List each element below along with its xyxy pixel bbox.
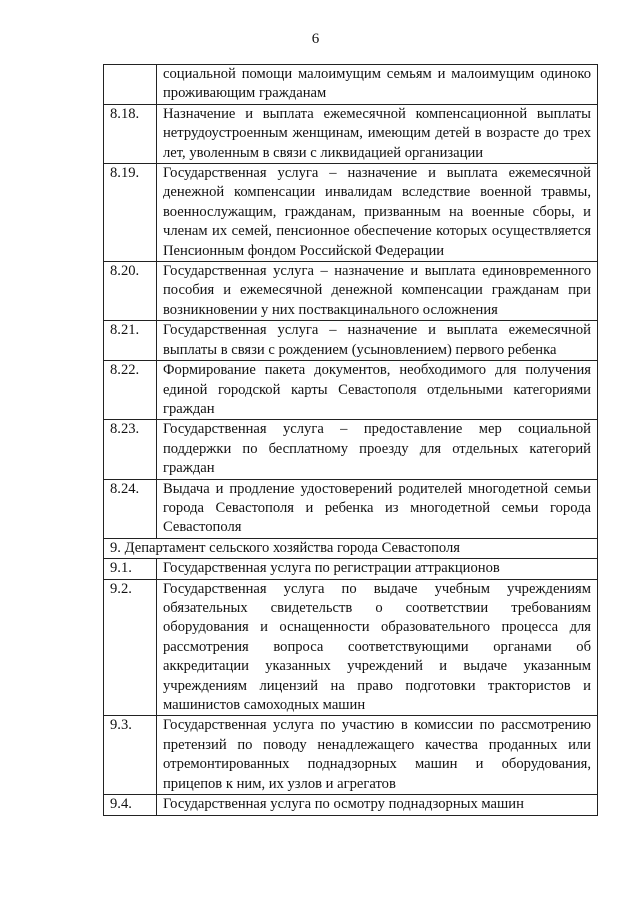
table-row: [104, 420, 598, 479]
row-number: 9.4.: [104, 795, 157, 816]
row-text: Государственная услуга – предоставление мер социальной поддержки по бесплатному проезду для отдельных категорий граждан: [157, 420, 598, 479]
row-number: 8.18.: [104, 104, 157, 163]
table-row: [104, 559, 598, 579]
table-row: [104, 104, 598, 163]
row-text: Государственная услуга по выдаче учебным учреждениям обязательных свидетельств о соответствии требованиям оборудования и оснащенности образовательного процесса для рассмотрения вопроса соответствующими органами об аккредитации указанных учреждений и выдаче указанным учреждениям лицензий на право подготовки трактористов и машинистов самоходных машин: [157, 579, 598, 716]
table-row: [104, 579, 598, 716]
row-number: 9.2.: [104, 579, 157, 716]
row-text: Формирование пакета документов, необходимого для получения единой городской карты Севастополя отдельными категориями граждан: [157, 361, 598, 420]
row-text: социальной помощи малоимущим семьям и малоимущим одиноко проживающим гражданам: [157, 65, 598, 105]
row-text: Государственная услуга – назначение и выплата ежемесячной выплаты в связи с рождением (усыновлением) первого ребенка: [157, 321, 598, 361]
row-number: 8.21.: [104, 321, 157, 361]
row-number: 9.3.: [104, 716, 157, 795]
row-number: 8.24.: [104, 479, 157, 538]
row-number: 9.1.: [104, 559, 157, 579]
row-text: Выдача и продление удостоверений родителей многодетной семьи города Севастополя и ребенка из многодетной семьи города Севастополя: [157, 479, 598, 538]
row-number: 8.23.: [104, 420, 157, 479]
row-text: Государственная услуга по участию в комиссии по рассмотрению претензий по поводу ненадлежащего качества проданных или отремонтированных поднадзорных машин и оборудования, прицепов к ним, их узлов и агрегатов: [157, 716, 598, 795]
row-text-cell: [157, 795, 598, 816]
table-row: [104, 321, 598, 361]
row-text: Государственная услуга – назначение и выплата единовременного пособия и ежемесячной денежной компенсации гражданам при возникновении у них поствакцинального осложнения: [157, 262, 598, 321]
row-text: Государственная услуга по осмотру поднадзорных машин: [163, 796, 524, 813]
table-row: [104, 262, 598, 321]
section-header-row: [104, 538, 598, 558]
table-row: [104, 716, 598, 795]
row-number: 8.19.: [104, 164, 157, 262]
table-row: [104, 65, 598, 105]
table-row: [104, 479, 598, 538]
table-row: [104, 795, 598, 816]
row-number: 8.20.: [104, 262, 157, 321]
row-text: Назначение и выплата ежемесячной компенсационной выплаты нетрудоустроенным женщинам, имеющим детей в возрасте до трех лет, уволенным в связи с ликвидацией организации: [157, 104, 598, 163]
table-row: [104, 164, 598, 262]
section-title: 9. Департамент сельского хозяйства города Севастополя: [104, 538, 598, 558]
row-text: Государственная услуга по регистрации аттракционов: [157, 559, 598, 579]
row-number: 8.22.: [104, 361, 157, 420]
row-text: Государственная услуга – назначение и выплата ежемесячной денежной компенсации инвалидам вследствие военной травмы, военнослужащим, гражданам, призванным на военные сборы, и членам их семей, пенсионное обеспечение которых осуществляется Пенсионным фондом Российской Федерации: [157, 164, 598, 262]
services-table: [103, 64, 598, 816]
page-number: 6: [311, 31, 320, 47]
table-row: [104, 361, 598, 420]
row-number: [104, 65, 157, 105]
